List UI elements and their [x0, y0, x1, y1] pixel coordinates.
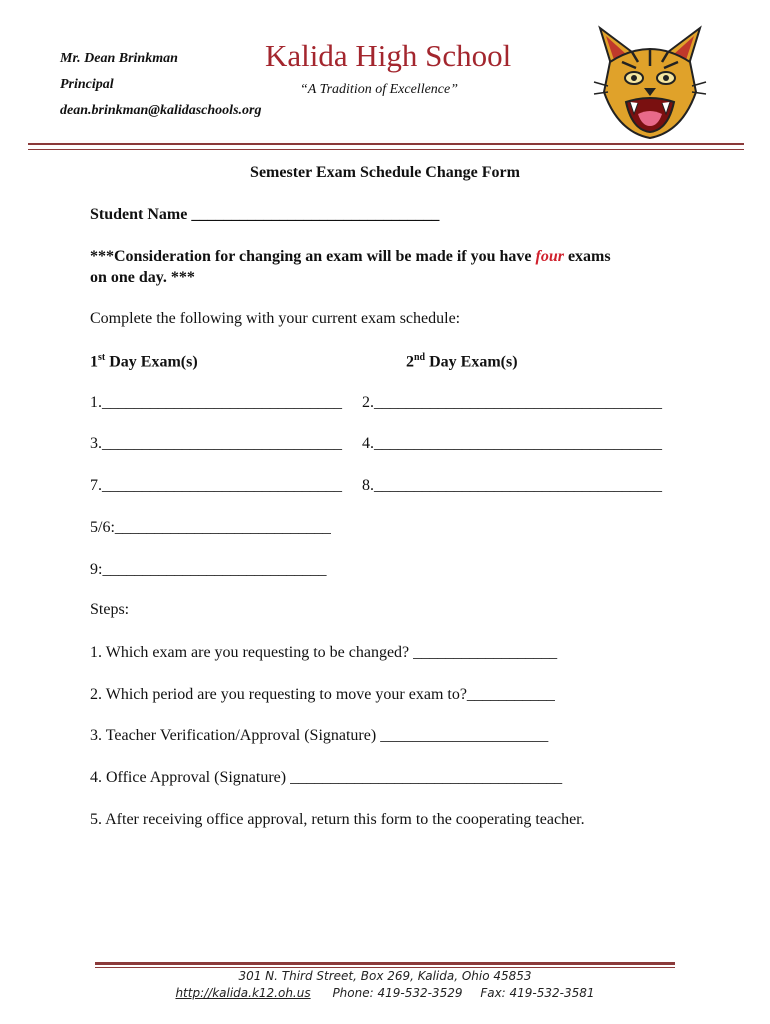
school-motto: “A Tradition of Excellence”	[300, 82, 459, 97]
step-3[interactable]: 3. Teacher Verification/Approval (Signature) _____________________	[90, 727, 549, 744]
school-name: Kalida High School	[265, 38, 512, 73]
principal-title: Principal	[60, 77, 114, 92]
footer-phone: Phone: 419-532-3529	[332, 986, 463, 1000]
footer-address: 301 N. Third Street, Box 269, Kalida, Ohio 45853	[238, 969, 532, 983]
principal-block	[60, 46, 261, 124]
website-link[interactable]: http://kalida.k12.oh.us	[175, 986, 311, 1000]
day2-suffix: nd	[414, 352, 426, 363]
step-2[interactable]: 2. Which period are you requesting to move your exam to?___________	[90, 686, 555, 703]
form-title: Semester Exam Schedule Change Form	[250, 164, 520, 181]
exam-slot-4[interactable]: 4.____________________________________	[362, 435, 662, 452]
exam-slot-9[interactable]: 9:____________________________	[90, 561, 327, 578]
student-name-field[interactable]: _______________________________	[191, 206, 440, 223]
footer-rule	[95, 962, 675, 965]
student-name-row	[90, 206, 439, 224]
footer-fax: Fax: 419-532-3581	[480, 986, 595, 1000]
footer-rule-thin	[95, 967, 675, 968]
consideration-text-end: exams	[563, 248, 611, 265]
steps-heading: Steps:	[90, 601, 130, 618]
day2-heading	[406, 352, 518, 371]
wildcat-logo-icon	[592, 22, 708, 142]
exam-slot-3[interactable]: 3.______________________________	[90, 435, 342, 452]
exam-slot-2[interactable]: 2.____________________________________	[362, 394, 662, 411]
consideration-note	[90, 248, 611, 266]
consideration-note-line2: on one day. ***	[90, 269, 195, 286]
principal-name: Mr. Dean Brinkman	[60, 51, 178, 66]
consideration-text: ***Consideration for changing an exam will be made if you have	[90, 248, 536, 265]
step-1[interactable]: 1. Which exam are you requesting to be changed? __________________	[90, 644, 558, 661]
footer-contact	[0, 986, 770, 1000]
header-rule	[28, 143, 744, 145]
exam-slot-5-6[interactable]: 5/6:___________________________	[90, 519, 331, 536]
day2-number: 2	[406, 353, 414, 371]
exam-slot-7[interactable]: 7.______________________________	[90, 477, 342, 494]
day2-label: Day Exam(s)	[425, 353, 518, 371]
day1-label: Day Exam(s)	[105, 353, 198, 371]
student-name-label: Student Name	[90, 206, 188, 223]
step-5: 5. After receiving office approval, return this form to the cooperating teacher.	[90, 811, 585, 828]
day1-suffix: st	[98, 352, 106, 363]
step-4[interactable]: 4. Office Approval (Signature) __________________________________	[90, 769, 563, 786]
consideration-emphasis: four	[535, 248, 564, 265]
principal-email: dean.brinkman@kalidaschools.org	[60, 103, 262, 118]
day1-heading	[90, 352, 198, 371]
exam-slot-1[interactable]: 1.______________________________	[90, 394, 342, 411]
exam-slot-8[interactable]: 8.____________________________________	[362, 477, 662, 494]
day1-number: 1	[90, 353, 98, 371]
header-rule-thin	[28, 149, 744, 150]
instruction-text: Complete the following with your current exam schedule:	[90, 310, 461, 327]
